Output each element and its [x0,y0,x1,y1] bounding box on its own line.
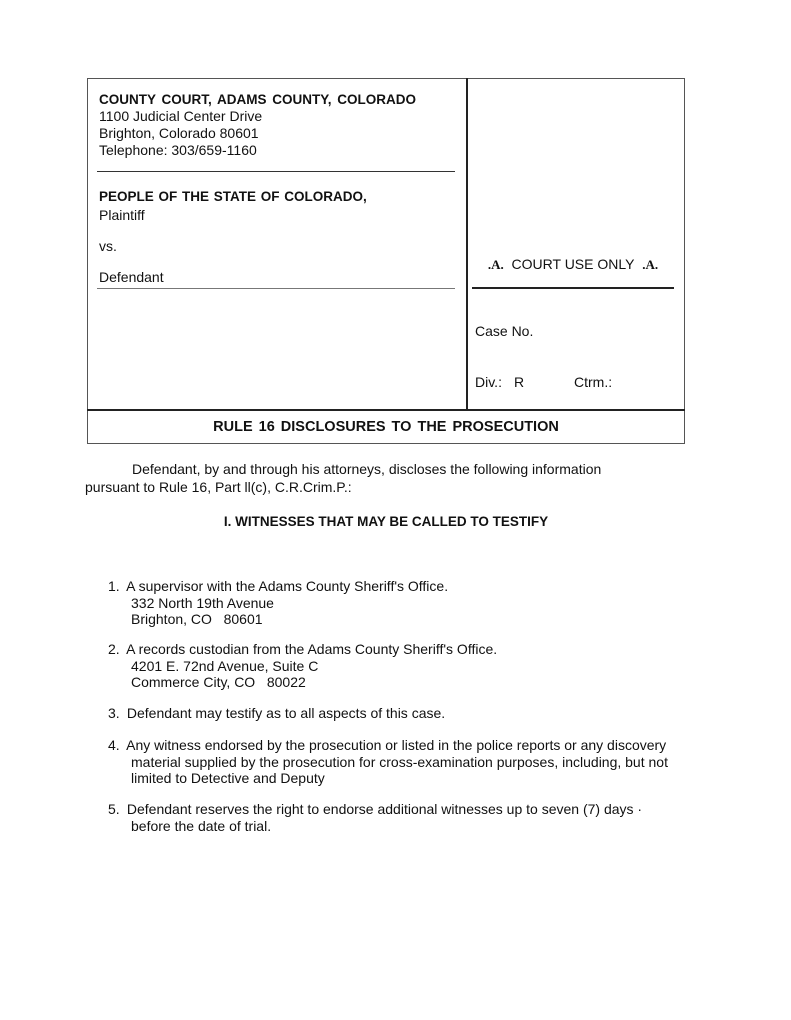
list-item-continuation: before the date of trial. [131,817,272,834]
court-name: COUNTY COURT, ADAMS COUNTY, COLORADO [99,92,417,107]
list-item-number: 5. [108,801,120,817]
list-item-text: Defendant may testify as to all aspects of this case. [126,705,446,721]
court-use-mark-left: .A. [487,257,504,272]
list-item-address-street: 332 North 19th Avenue [131,594,274,611]
list-item [108,737,688,787]
caption-horizontal-divider [87,409,685,411]
list-item [108,578,688,628]
list-item [108,641,688,691]
list-item-address-city: Brighton, CO 80601 [131,611,263,627]
court-use-rule [472,287,674,289]
division-label: Div.: [475,374,502,390]
courtroom-label: Ctrm.: [574,374,613,390]
case-number-label: Case No. [475,323,534,339]
document-title: RULE 16 DISCLOSURES TO THE PROSECUTION [213,419,559,435]
intro-paragraph [85,460,645,496]
list-item-continuation: limited to Detective and Deputy [131,770,325,786]
defendant-role: Defendant [99,269,164,285]
list-item-address-city: Commerce City, CO 80022 [131,674,306,690]
court-info-block [99,91,416,159]
list-item-number: 4. [108,737,120,753]
caption-rule-upper [97,171,455,172]
list-item-number: 3. [108,705,120,721]
list-item-text: A records custodian from the Adams County Sheriff's Office. [126,641,498,657]
list-item-continuation: material supplied by the prosecution for cross-examination purposes, including, but not [131,753,668,770]
list-item-text: Any witness endorsed by the prosecution or listed in the police reports or any discovery [126,737,667,753]
list-item [108,801,688,834]
intro-line-2: pursuant to Rule 16, Part ll(c), C.R.Crim.P.: [85,479,352,495]
list-item [108,705,688,722]
plaintiff-name: PEOPLE OF THE STATE OF COLORADO, [99,189,367,204]
section-heading: I. WITNESSES THAT MAY BE CALLED TO TESTIFY [223,514,549,529]
list-item-number: 1. [108,578,120,594]
list-item-number: 2. [108,641,120,657]
court-use-text: COURT USE ONLY [511,256,635,272]
court-address-line2: Brighton, Colorado 80601 [99,125,259,141]
versus-label: vs. [99,238,117,254]
court-telephone: Telephone: 303/659-1160 [99,142,257,158]
list-item-text: A supervisor with the Adams County Sheriff's Office. [126,578,449,594]
caption-vertical-divider [466,78,468,410]
court-address-line1: 1100 Judicial Center Drive [99,108,263,124]
caption-rule-lower [97,288,455,289]
list-item-text: Defendant reserves the right to endorse additional witnesses up to seven (7) days · [126,801,643,817]
court-use-mark-right: .A. [642,257,659,272]
list-item-address-street: 4201 E. 72nd Avenue, Suite C [131,657,319,674]
intro-line-1: Defendant, by and through his attorneys, discloses the following information [132,461,602,477]
division-value: R [514,374,525,390]
plaintiff-role: Plaintiff [99,207,145,223]
court-use-only-label [472,256,674,273]
